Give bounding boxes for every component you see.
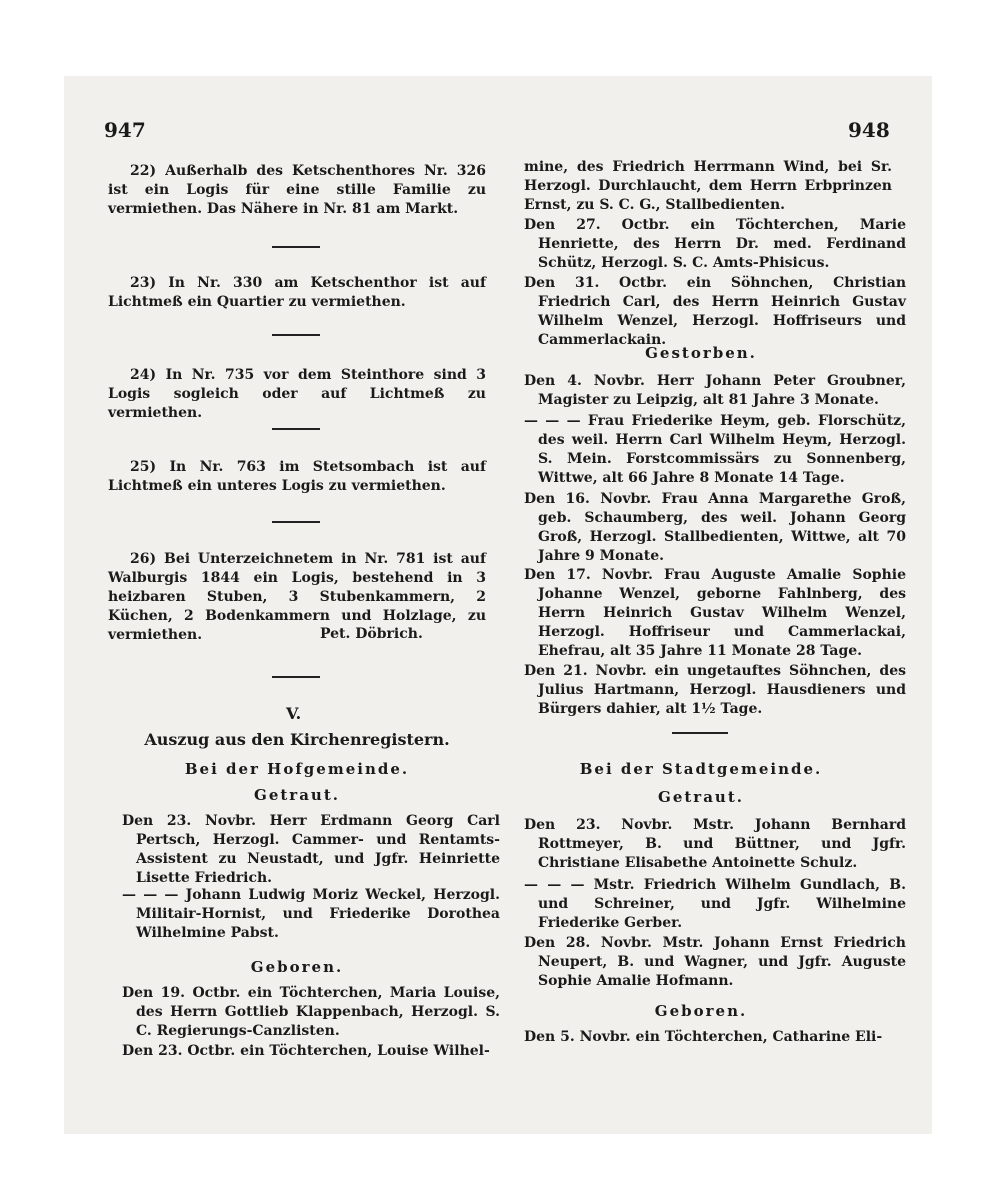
married-heading-left: Getraut. (254, 786, 340, 804)
married-entry-1-left: Den 23. Novbr. Herr Erdmann Georg Carl Pertsch, Herzogl. Cammer- und Rentamts-Assistent zu Neustadt, und Jgfr. Heinriette Lisette Friedrich. (122, 813, 500, 886)
died-entry-2: — — — Frau Friederike Heym, geb. Florschütz, des weil. Herrn Carl Wilhelm Heym, Herzogl. S. Mein. Forstcommissärs zu Sonnenberg, Wittwe, alt 66 Jahre 8 Monate 14 Tage. (524, 413, 906, 486)
advertisement-23: 23) In Nr. 330 am Ketschenthor ist auf Lichtmeß ein Quartier zu vermiethen. (108, 275, 486, 310)
married-entry-2-right: — — — Mstr. Friedrich Wilhelm Gundlach, B. und Schreiner, und Jgfr. Wilhelmine Friederike Gerber. (524, 877, 906, 931)
married-entry-3-right: Den 28. Novbr. Mstr. Johann Ernst Friedrich Neupert, B. und Wagner, und Jgfr. Auguste Sophie Amalie Hofmann. (524, 935, 906, 989)
born-entry-1-right: Den 5. Novbr. ein Töchterchen, Catharine Eli- (524, 1029, 883, 1045)
advertisement-24: 24) In Nr. 735 vor dem Steinthore sind 3 Logis sogleich oder auf Lichtmeß zu vermiethen. (108, 367, 486, 421)
page-number-left: 947 (104, 118, 146, 142)
married-heading-right: Getraut. (658, 788, 744, 806)
married-entry-2-left: — — — Johann Ludwig Moriz Weckel, Herzogl. Militair-Hornist, und Friederike Dorothea Wilhelmine Pabst. (122, 887, 500, 941)
divider (272, 521, 320, 523)
died-heading: Gestorben. (645, 344, 757, 362)
section-title: Auszug aus den Kirchenregistern. (144, 730, 450, 749)
advertisement-25: 25) In Nr. 763 im Stetsombach ist auf Lichtmeß ein unteres Logis zu vermiethen. (108, 459, 486, 494)
advertisement-26: 26) Bei Unterzeichnetem in Nr. 781 ist auf Walburgis 1844 ein Logis, bestehend in 3 heizbaren Stuben, 3 Stubenkammern, 2 Küchen, 2 Bodenkammern und Holzlage, zu vermiethen. (108, 551, 486, 643)
divider (672, 732, 728, 734)
parish-heading-hof: Bei der Hofgemeinde. (184, 760, 410, 778)
died-entry-4: Den 17. Novbr. Frau Auguste Amalie Sophie Johanne Wenzel, geborne Fahlnberg, des Herrn Heinrich Gustav Wilhelm Wenzel, Herzogl. Hoffriseur und Cammerlackai, Ehefrau, alt 35 Jahre 11 Monate 28 Tage. (524, 567, 906, 659)
married-entry-1-right: Den 23. Novbr. Mstr. Johann Bernhard Rottmeyer, B. und Büttner, und Jgfr. Christiane Elisabethe Antoinette Schulz. (524, 817, 906, 871)
born-entry-continuation: mine, des Friedrich Herrmann Wind, bei Sr. Herzogl. Durchlaucht, dem Herrn Erbprinzen Ernst, zu S. C. G., Stallbedienten. (524, 159, 892, 213)
died-entry-1: Den 4. Novbr. Herr Johann Peter Groubner, Magister zu Leipzig, alt 81 Jahre 3 Monate. (524, 373, 906, 408)
born-heading-right: Geboren. (654, 1002, 748, 1020)
divider (272, 246, 320, 248)
born-entry-1-left: Den 19. Octbr. ein Töchterchen, Maria Louise, des Herrn Gottlieb Klappenbach, Herzogl. S. C. Regierungs-Canzlisten. (122, 985, 500, 1039)
died-entry-5: Den 21. Novbr. ein ungetauftes Söhnchen, des Julius Hartmann, Herzogl. Hausdieners und Bürgers dahier, alt 1½ Tage. (524, 663, 906, 717)
born-entry-4: Den 31. Octbr. ein Söhnchen, Christian Friedrich Carl, des Herrn Heinrich Gustav Wilhelm Wenzel, Herzogl. Hoffriseurs und Cammerlackain. (524, 275, 906, 348)
born-heading-left: Geboren. (250, 958, 344, 976)
advertisement-22: 22) Außerhalb des Ketschenthores Nr. 326 ist ein Logis für eine stille Familie zu vermiethen. Das Nähere in Nr. 81 am Markt. (108, 163, 486, 217)
signature: Pet. Döbrich. (320, 626, 423, 642)
died-entry-3: Den 16. Novbr. Frau Anna Margarethe Groß, geb. Schaumberg, des weil. Johann Georg Groß, Herzogl. Stallbedienten, Wittwe, alt 70 Jahre 9 Monate. (524, 491, 906, 564)
page-number-right: 948 (848, 118, 890, 142)
divider (272, 334, 320, 336)
parish-heading-stadt: Bei der Stadtgemeinde. (579, 760, 823, 778)
born-entry-3: Den 27. Octbr. ein Töchterchen, Marie Henriette, des Herrn Dr. med. Ferdinand Schütz, Herzogl. S. C. Amts-Phisicus. (524, 217, 906, 271)
born-entry-2-left: Den 23. Octbr. ein Töchterchen, Louise Wilhel- (122, 1043, 490, 1059)
section-number: V. (286, 704, 302, 723)
divider (272, 428, 320, 430)
divider (272, 676, 320, 678)
